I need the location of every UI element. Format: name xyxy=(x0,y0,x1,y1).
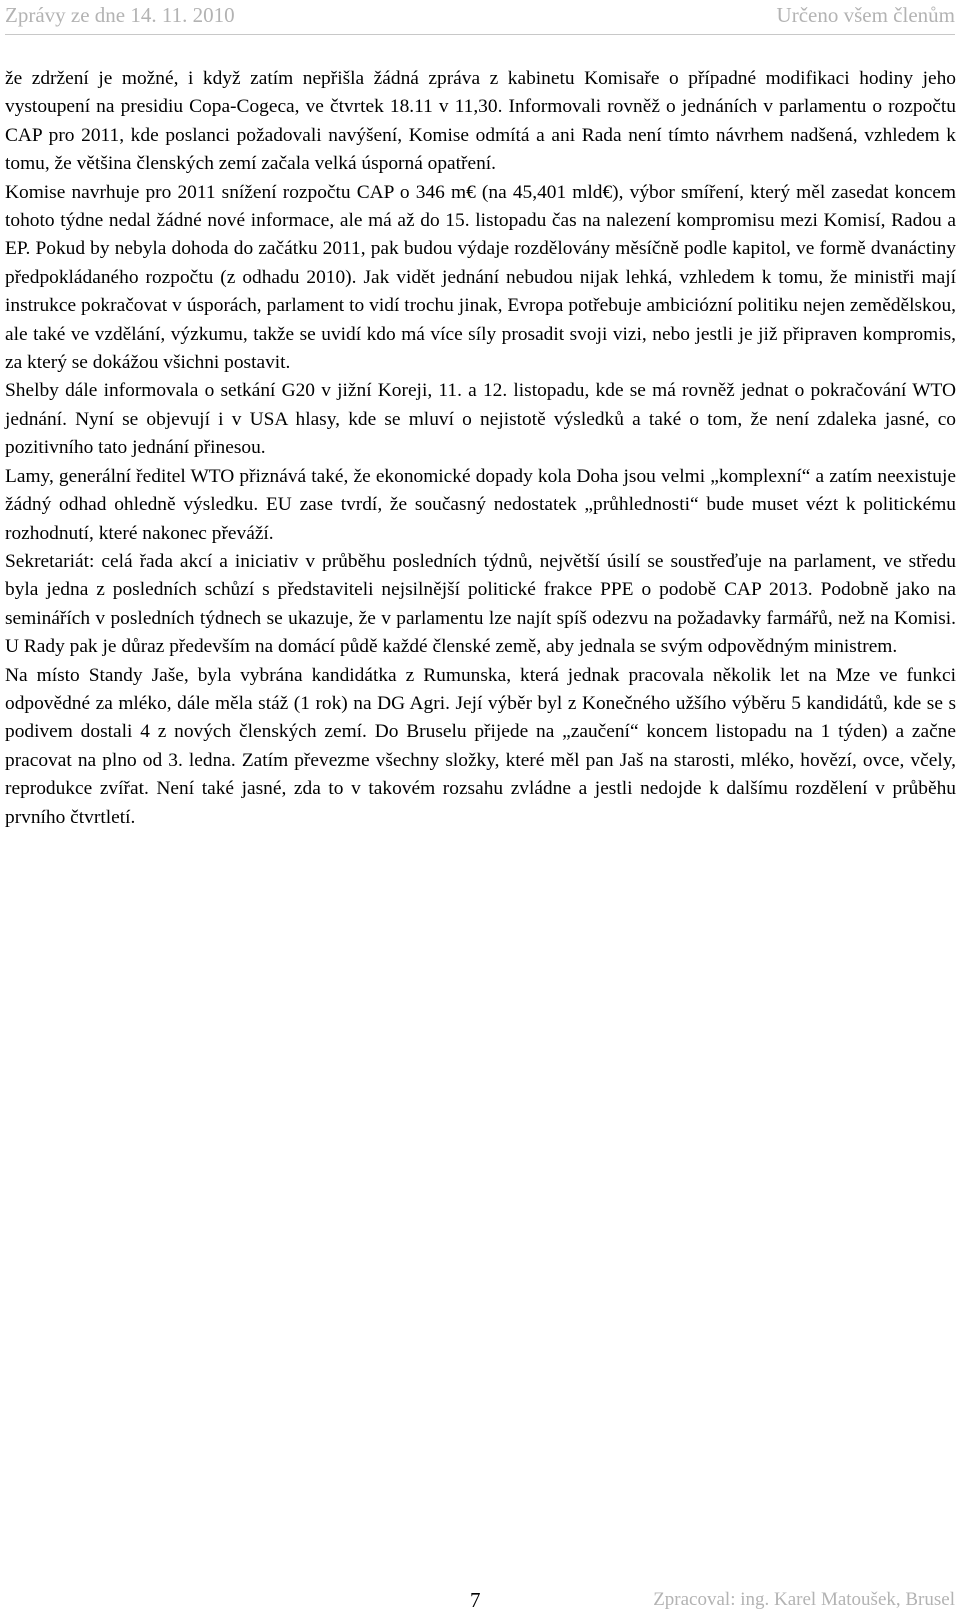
paragraph-wto: Lamy, generální ředitel WTO přiznává také, že ekonomické dopady kola Doha jsou velmi „komplexní“ a zatím neexistuje žádný odhad ohledně výsledku. EU zase tvrdí, že současný nedostatek „průhlednosti“ bude muset vézt k politickému rozhodnutí, které nakonec převáží. xyxy=(5,465,956,544)
paragraph-secretariat: Sekretariát: celá řada akcí a iniciativ v průběhu posledních týdnů, největší úsilí se soustřeďuje na parlament, ve středu byla jedna z posledních schůzí s představiteli nejsilnější politické frakce PPE o podobě CAP 2013. Podobně jako na seminářích v posledních týdnech se ukazuje, že v parlamentu lze najít spíš odezvu na požadavky farmářů, než na Komisi. U Rady pak je důraz především na domácí půdě každé členské země, aby jednala se svým odpovědným ministrem. xyxy=(5,550,956,658)
header-divider xyxy=(5,34,955,35)
header-audience: Určeno všem členům xyxy=(776,3,955,27)
paragraph-g20: Shelby dále informovala o setkání G20 v jižní Koreji, 11. a 12. listopadu, kde se má rovněž jednat o pokračování WTO jednání. Nyní se objevují i v USA hlasy, kde se mluví o nejistotě výsledků a také o tom, že není zdaleka jasné, co pozitivního tato jednání přinesou. xyxy=(5,380,956,459)
page-number: 7 xyxy=(470,1588,481,1612)
header-date: Zprávy ze dne 14. 11. 2010 xyxy=(5,3,235,27)
document-body xyxy=(5,65,956,832)
paragraph-staffing: Na místo Standy Jaše, byla vybrána kandidátka z Rumunska, která jednak pracovala několik let na Mze ve funkci odpovědné za mléko, dále měla stáž (1 rok) na DG Agri. Její výběr byl z Konečného užšího výběru 5 kandidátů, kde se s podivem dostali 4 z nových členských zemí. Do Bruselu přijede na „zaučení“ koncem listopadu na 1 týden) a začne pracovat na plno od 3. ledna. Zatím převezme všechny složky, které měl pan Jaš na starosti, mléko, hovězí, ovce, včely, reprodukce zvířat. Není také jasné, zda to v takovém rozsahu zvládne a jestli nedojde k dalšímu rozdělení v průběhu prvního čtvrtletí. xyxy=(5,664,956,828)
paragraph-budget-intro: že zdržení je možné, i když zatím nepřišla žádná zpráva z kabinetu Komisaře o případné modifikaci hodiny jeho vystoupení na presidiu Copa-Cogeca, ve čtvrtek 18.11 v 11,30. Informovali rovněž o jednáních v parlamentu o rozpočtu CAP pro 2011, kde poslanci požadovali navýšení, Komise odmítá a ani Rada není tímto návrhem nadšená, vzhledem k tomu, že většina členských zemí začala velká úsporná opatření. xyxy=(5,68,956,175)
paragraph-budget-cap: Komise navrhuje pro 2011 snížení rozpočtu CAP o 346 m€ (na 45,401 mld€), výbor smíření, který měl zasedat koncem tohoto týdne nedal žádné nové informace, ale má až do 15. listopadu čas na nalezení kompromisu mezi Komisí, Radou a EP. Pokud by nebyla dohoda do začátku 2011, pak budou výdaje rozdělovány měsíčně podle kapitol, ve formě dvanáctiny předpokládaného rozpočtu (z odhadu 2010). Jak vidět jednání nebudou nijak lehká, vzhledem k tomu, že ministři mají instrukce pokračovat v úsporách, parlament to vidí trochu jinak, Evropa potřebuje ambiciózní politiku nejen zemědělskou, ale také ve vzdělání, výzkumu, takže se uvidí kdo má více síly prosadit svoji vizi, nebo jestli je již připraven kompromis, za který se dokážou všichni postavit. xyxy=(5,181,956,374)
page-header xyxy=(5,0,955,32)
footer-author: Zpracoval: ing. Karel Matoušek, Brusel xyxy=(653,1589,955,1610)
